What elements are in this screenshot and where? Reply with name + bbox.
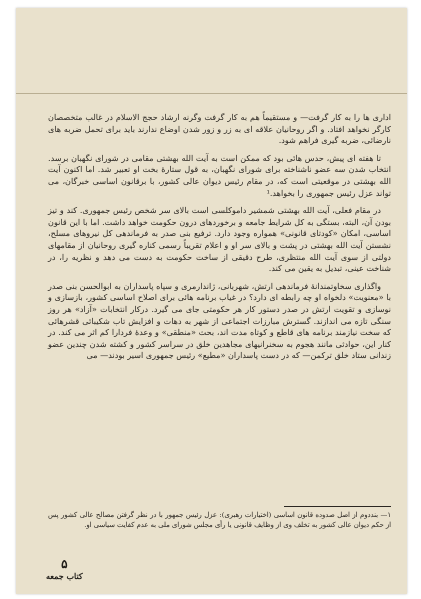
paragraph: اداری ها را به کار گرفت— و مستقیماً هم به کار گرفت وگرنه ارشاد حجج الاسلام در غالب متخصصان کارگر نخواهد افتاد. و اگر روحانیان علاقه ای به زر و زور شدن اوضاع ندارند باید برای تحمل ضربه های نارضائی، ضربه گیری فراهم شود. (48, 112, 391, 146)
paragraph: واگذاری سخاوتمندانهٔ فرماندهی ارتش، شهربانی، ژاندارمری و سپاه پاسداران به ابوالحسن بنی صدر با «معنویت» دلخواه او چه رابطه ای دارد؟ در غیاب برنامه هائی برای اصلاح اساسی کشور، بازسازی و نوسازی و تقویت ارتش در صدر دستور کار هر حکومتی جای می گیرد. درکار انتخابات «آزاد» هر روز سنگی تازه می اندازند. گسترش مبارزات اجتماعی از شهر به دهات و افزایش تاب شکیبائی قشرهائی که سخت نیازمند برنامه های قاطع و کوتاه مدت اند، بحث «منطقی» و وعدهٔ فردارا کم اثر می کند. در کنار این، حوادثی مانند هجوم به سخنرانیهای مجاهدین خلق در سراسر کشور و کشته شدن چندین عضو زندانی ستاد خلق ترکمن— که در دست پاسداران «مطیع» رئیس جمهوری اسیر بودند— می (48, 280, 391, 361)
page-number: ۵ (61, 557, 68, 571)
page-fold-line (16, 93, 407, 94)
magazine-title: کتاب جمعه (46, 571, 83, 581)
footnote-separator (284, 506, 391, 507)
paragraph: در مقام فعلی، آیت الله بهشتی شمشیر داموکلسی است بالای سر شخص رئیس جمهوری. کند و تیز بودن آن، البته، بستگی به کل شرایط جامعه و برخوردهای درون حکومت خواهد داشت. اما با این قانون اساسی، امکان «کودتای قانونی» همواره وجود دارد. ترفیع بنی صدر به فرماندهی کل نیروهای مسلح، نشستن آیت الله بهشتی در پشت و بالای سر او و اعلام تقریباً رسمی کناره گیری روحانیان از مقامهای دولتی از سوی آیت الله منتظری، طرح دقیقی از ساخت حکومت به دست می دهد و نظریه را، در شناخت عینی، تبدیل به یقین می کند. (48, 205, 391, 274)
paragraph: تا هفته ای پیش، حدس هائی بود که ممکن است به آیت الله بهشتی مقامی در شورای نگهبان برسد. انتخاب شدن سه عضو ناشناخته برای شورای نگهبان، به قول ستارهٔ بخت او تعبیر شد. اما اکنون آیت الله بهشتی در موقعیتی است که، در مقام رئیس دیوان عالی کشور، با برقانون اساسی خبرگان، می تواند عزل رئیس جمهوری را بخواهد.¹ (48, 152, 391, 198)
page-footer (46, 558, 83, 581)
article-body (48, 112, 391, 368)
magazine-page (16, 8, 407, 594)
footnote: ۱— بنددوم از اصل صدوده قانون اساسی (اختیارات رهبری): عزل رئیس جمهور با در نظر گرفتن مصالح عالی کشور پس از حکم دیوان عالی کشور به تخلف وی از وظایف قانونی یا رأی مجلس شورای ملی به عدم کفایت سیاسی او. (48, 511, 391, 530)
